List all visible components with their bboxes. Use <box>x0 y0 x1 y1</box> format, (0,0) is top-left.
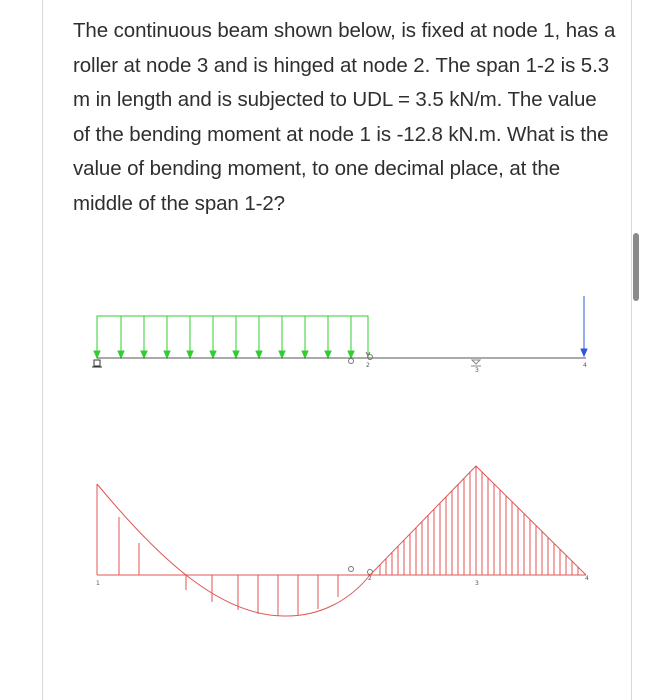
beam-node-label-4: 4 <box>583 362 587 369</box>
question-text: The continuous beam shown below, is fixed at node 1, has a roller at node 3 and is hinged at node 2. The span 1-2 is 5.3 m in length and is subjected to UDL = 3.5 kN/m. The value of the bending moment at node 1 is -12.8 kN.m. What is the value of bending moment, to one decimal place, at the middle of the span 1-2? <box>73 19 616 215</box>
point-load-arrow <box>581 296 587 356</box>
loading-diagram <box>92 296 587 374</box>
beam-node-label-2: 2 <box>366 362 370 369</box>
bmd-curve-span-1-2 <box>97 484 370 616</box>
bmd-ordinates-span-1-2 <box>119 517 338 616</box>
bending-moment-diagram <box>96 466 589 616</box>
bmd-node-label-2: 2 <box>368 575 372 582</box>
fixed-support-icon <box>92 360 102 367</box>
beam-node-label-3: 3 <box>475 367 479 374</box>
bmd-node-label-1: 1 <box>96 580 100 587</box>
udl-arrows <box>94 316 368 358</box>
bmd-node-label-3: 3 <box>475 580 479 587</box>
bmd-hinge-icon <box>349 567 373 575</box>
roller-support-icon <box>471 360 481 366</box>
bmd-node-label-4: 4 <box>585 575 589 582</box>
bmd-ordinates-span-2-4 <box>380 466 578 575</box>
